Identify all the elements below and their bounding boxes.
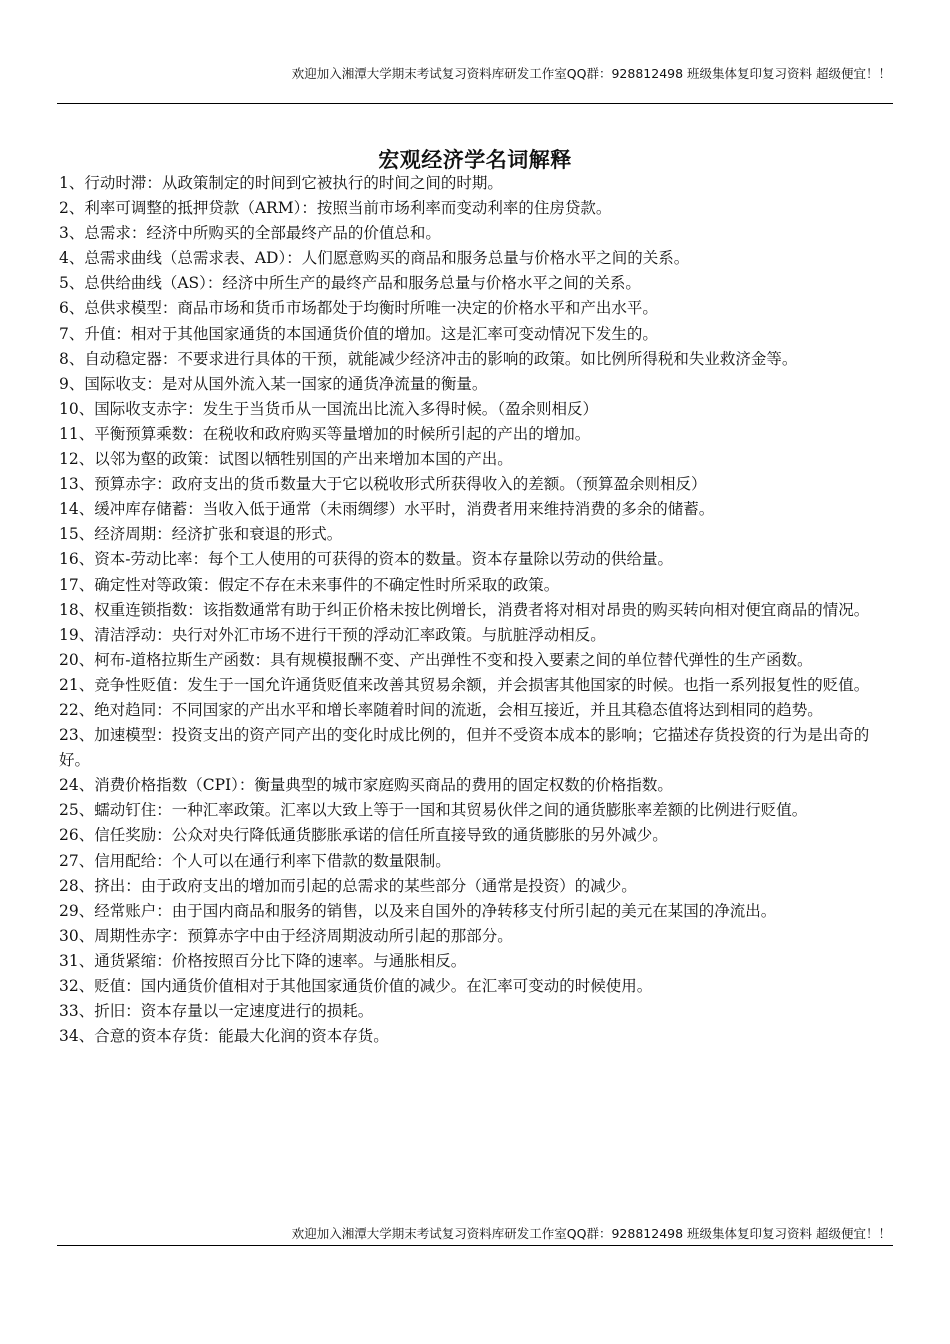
- definition-item: 4、总需求曲线（总需求表、AD）：人们愿意购买的商品和服务总量与价格水平之间的关系。: [59, 249, 690, 268]
- definition-item: 1、行动时滞：从政策制定的时间到它被执行的时间之间的时期。: [59, 174, 503, 192]
- definition-item: 6、总供求模型：商品市场和货币市场都处于均衡时所唯一决定的价格水平和产出水平。: [59, 299, 658, 318]
- definition-item: 9、国际收支：是对从国外流入某一国家的通货净流量的衡量。: [59, 374, 488, 393]
- definition-item: 11、平衡预算乘数：在税收和政府购买等量增加的时候所引起的产出的增加。: [59, 424, 591, 443]
- definition-item: 33、折旧：资本存量以一定速度进行的损耗。: [59, 1002, 374, 1021]
- footer-divider: [57, 1245, 893, 1246]
- definition-item: 29、经常账户：由于国内商品和服务的销售，以及来自国外的净转移支付所引起的美元在某国的净流出。: [59, 901, 777, 920]
- definition-item: 30、周期性赤字：预算赤字中由于经济周期波动所引起的那部分。: [59, 926, 513, 945]
- definition-item: 23、加速模型：投资支出的资产同产出的变化时成比例的，但并不受资本成本的影响；它描述存货投资的行为是出奇的好。: [59, 726, 870, 770]
- definition-item: 12、以邻为壑的政策：试图以牺牲别国的产出来增加本国的产出。: [59, 450, 513, 469]
- header-divider: [57, 103, 893, 104]
- definition-item: 14、缓冲库存储蓄：当收入低于通常（未雨绸缪）水平时，消费者用来维持消费的多余的储蓄。: [59, 500, 715, 519]
- definition-item: 15、经济周期：经济扩张和衰退的形式。: [59, 525, 343, 544]
- definition-item: 2、利率可调整的抵押贷款（ARM）：按照当前市场利率而变动利率的住房贷款。: [59, 199, 612, 218]
- definition-item: 18、权重连锁指数：该指数通常有助于纠正价格未按比例增长，消费者将对相对昂贵的购买转向相对便宜商品的情况。: [59, 600, 870, 619]
- definition-item: 16、资本-劳动比率：每个工人使用的可获得的资本的数量。资本存量除以劳动的供给量。: [59, 550, 673, 569]
- definition-item: 31、通货紧缩：价格按照百分比下降的速率。与通胀相反。: [59, 951, 467, 970]
- definition-item: 26、信任奖励：公众对央行降低通货膨胀承诺的信任所直接导致的通货膨胀的另外减少。: [59, 826, 668, 845]
- document-title: 宏观经济学名词解释: [378, 148, 572, 173]
- definition-item: 34、合意的资本存货：能最大化润的资本存货。: [59, 1027, 389, 1046]
- definition-item: 3、总需求：经济中所购买的全部最终产品的价值总和。: [59, 224, 441, 243]
- definition-item: 32、贬值：国内通货价值相对于其他国家通货价值的减少。在汇率可变动的时候使用。: [59, 977, 653, 995]
- page-footer: 欢迎加入湘潭大学期末考试复习资料库研发工作室QQ群：928812498 班级集体复印复习资料 超级便宜！！: [291, 1226, 891, 1241]
- definition-item: 17、确定性对等政策：假定不存在未来事件的不确定性时所采取的政策。: [59, 575, 560, 594]
- definition-item: 5、总供给曲线（AS）：经济中所生产的最终产品和服务总量与价格水平之间的关系。: [59, 274, 641, 293]
- definition-item: 8、自动稳定器：不要求进行具体的干预，就能减少经济冲击的影响的政策。如比例所得税和失业救济金等。: [59, 349, 798, 368]
- definition-item: 7、升值：相对于其他国家通货的本国通货价值的增加。这是汇率可变动情况下发生的。: [59, 324, 658, 343]
- definition-item: 27、信用配给：个人可以在通行利率下借款的数量限制。: [59, 851, 451, 870]
- definition-item: 24、消费价格指数（CPI）：衡量典型的城市家庭购买商品的费用的固定权数的价格指数。: [59, 776, 673, 795]
- definition-item: 28、挤出：由于政府支出的增加而引起的总需求的某些部分（通常是投资）的减少。: [59, 876, 637, 895]
- definition-item: 22、绝对趋同：不同国家的产出水平和增长率随着时间的流逝，会相互接近，并且其稳态值将达到相同的趋势。: [59, 700, 823, 719]
- definition-item: 25、蠕动钉住：一种汇率政策。汇率以大致上等于一国和其贸易伙伴之间的通货膨胀率差额的比例进行贬值。: [59, 801, 808, 820]
- definition-item: 13、预算赤字：政府支出的货币数量大于它以税收形式所获得收入的差额。（预算盈余则相反）: [59, 475, 707, 494]
- definition-list: [59, 171, 893, 1049]
- definition-item: 19、清洁浮动：央行对外汇市场不进行干预的浮动汇率政策。与肮脏浮动相反。: [59, 625, 606, 644]
- definition-item: 20、柯布-道格拉斯生产函数：具有规模报酬不变、产出弹性不变和投入要素之间的单位替代弹性的生产函数。: [59, 650, 813, 669]
- page-header: 欢迎加入湘潭大学期末考试复习资料库研发工作室QQ群：928812498 班级集体复印复习资料 超级便宜！！: [291, 66, 891, 81]
- definition-item: 21、竞争性贬值：发生于一国允许通货贬值来改善其贸易余额，并会损害其他国家的时候。也指一系列报复性的贬值。: [59, 675, 870, 694]
- definition-item: 10、国际收支赤字：发生于当货币从一国流出比流入多得时候。（盈余则相反）: [59, 399, 598, 418]
